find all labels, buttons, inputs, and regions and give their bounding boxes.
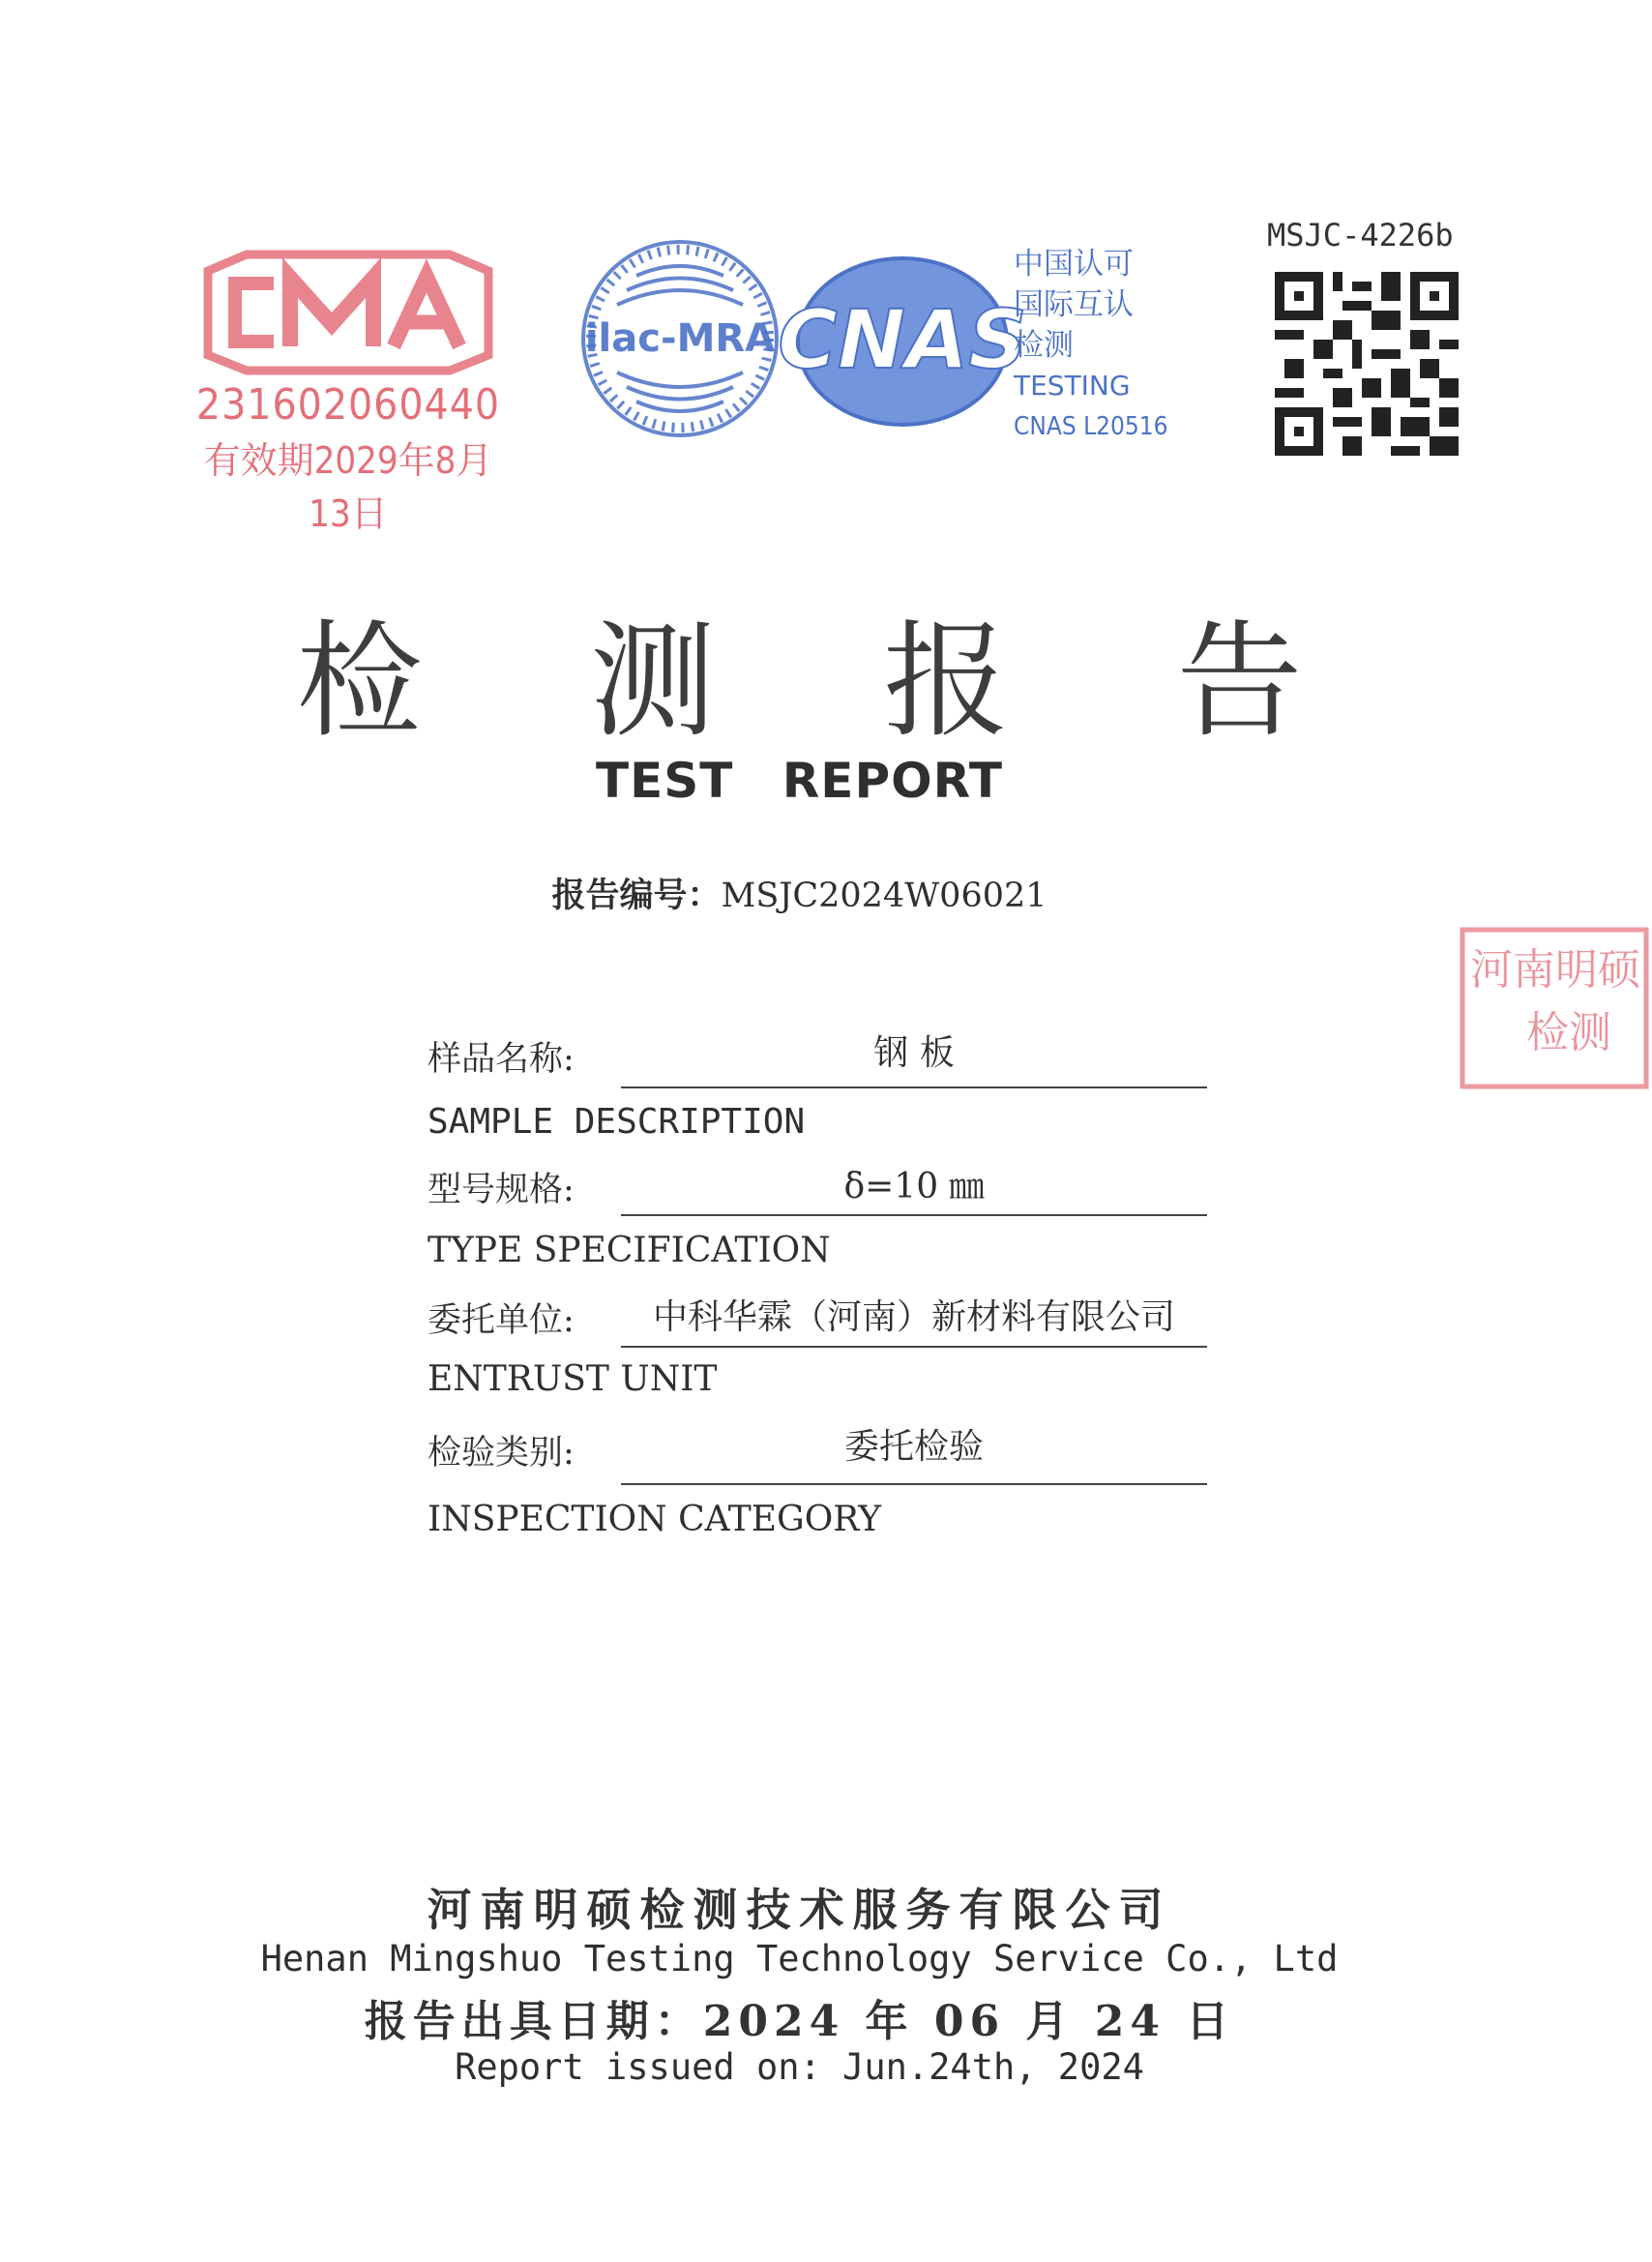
category-underline [621,1483,1207,1485]
issue-date-cn: 报告出具日期：2024 年 06 月 24 日 [364,1997,1235,2046]
entrust-value: 中科华霖（河南）新材料有限公司 [652,1297,1175,1337]
cnas-globe-icon [778,250,1027,433]
ref-code: MSJC-4226b [1267,217,1454,253]
report-number-label: 报告编号： [551,877,722,915]
qr-code-icon[interactable] [1275,271,1459,457]
cma-seal [189,247,508,535]
type-value: δ=10 ㎜ [843,1167,985,1206]
edge-seal [1459,926,1640,1090]
issue-date-en: Report issued on: Jun.24th, 2024 [455,2046,1144,2088]
sample-label-cn: 样品名称: [428,1040,575,1079]
cnas-line-2: 国际互认 [1014,287,1134,322]
title-cn: 检 测 报 告 [296,608,1367,755]
category-label-cn: 检验类别: [428,1434,575,1473]
company-name-cn: 河南明硕检测技术服务有限公司 [427,1884,1172,1936]
cma-validity: 有效期2029年8月13日 [203,439,493,535]
report-number [0,869,1599,917]
cnas-line-3: 检测 [1014,328,1074,363]
company-name-en: Henan Mingshuo Testing Technology Service Co., Ltd [260,1938,1339,1979]
category-value: 委托检验 [843,1427,984,1467]
ilac-mra-logo [578,237,782,440]
svg-text:CNAS: CNAS [778,292,1027,387]
svg-text:ilac-MRA: ilac-MRA [584,316,776,361]
sample-underline [621,1086,1207,1088]
cma-logo-icon [189,247,508,382]
cma-number: 231602060440 [195,380,501,430]
entrust-label-en: ENTRUST UNIT [428,1359,718,1399]
title-en: TEST REPORT [596,753,1003,809]
entrust-underline [621,1346,1207,1348]
svg-text:检测: 检测 [1526,1008,1611,1057]
cnas-line-5: CNAS L20516 [1014,412,1168,441]
sample-label-en: SAMPLE DESCRIPTION [428,1102,806,1142]
cnas-line-1: 中国认可 [1014,247,1134,282]
cnas-line-4: TESTING [1014,370,1131,402]
type-label-en: TYPE SPECIFICATION [428,1231,831,1270]
cnas-text-block [1014,244,1188,447]
svg-text:河南明硕: 河南明硕 [1470,945,1640,995]
sample-value: 钢 板 [873,1033,955,1073]
entrust-label-cn: 委托单位: [428,1301,575,1340]
type-label-cn: 型号规格: [428,1171,575,1209]
type-underline [621,1214,1207,1216]
ilac-mra-icon [578,237,782,440]
report-number-value: MSJC2024W06021 [721,877,1047,915]
category-label-en: INSPECTION CATEGORY [428,1500,882,1539]
cnas-logo [778,250,1027,433]
